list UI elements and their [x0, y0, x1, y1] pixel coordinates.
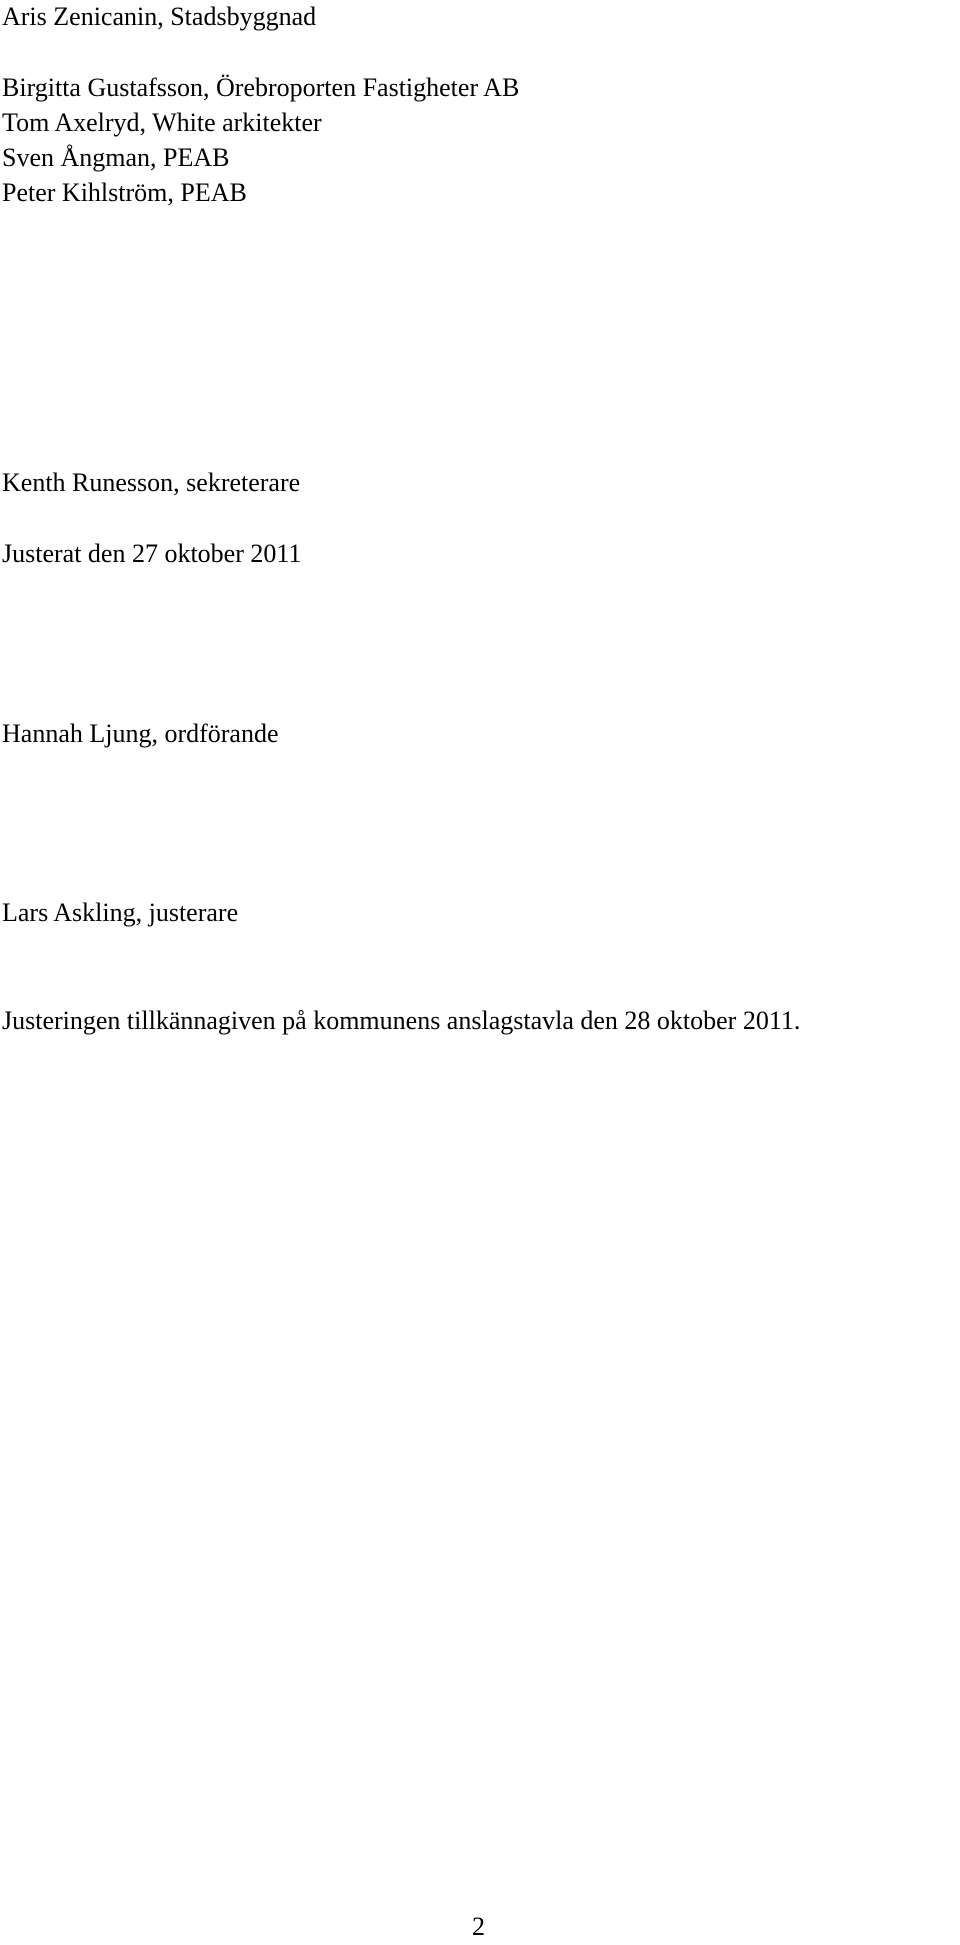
attendee-aris: Aris Zenicanin, Stadsbyggnad	[2, 2, 317, 31]
page-number: 2	[472, 1912, 485, 1941]
attendee-birgitta: Birgitta Gustafsson, Örebroporten Fastigheter AB	[2, 73, 520, 102]
adjuster-signature: Lars Askling, justerare	[2, 898, 239, 927]
attendee-peter: Peter Kihlström, PEAB	[2, 178, 247, 207]
attendee-sven: Sven Ångman, PEAB	[2, 143, 230, 172]
chair-signature: Hannah Ljung, ordförande	[2, 719, 279, 748]
adjusted-date: Justerat den 27 oktober 2011	[2, 539, 302, 568]
notice-text: Justeringen tillkännagiven på kommunens anslagstavla den 28 oktober 2011.	[2, 1006, 801, 1035]
attendee-tom: Tom Axelryd, White arkitekter	[2, 108, 322, 137]
secretary-signature: Kenth Runesson, sekreterare	[2, 468, 301, 497]
